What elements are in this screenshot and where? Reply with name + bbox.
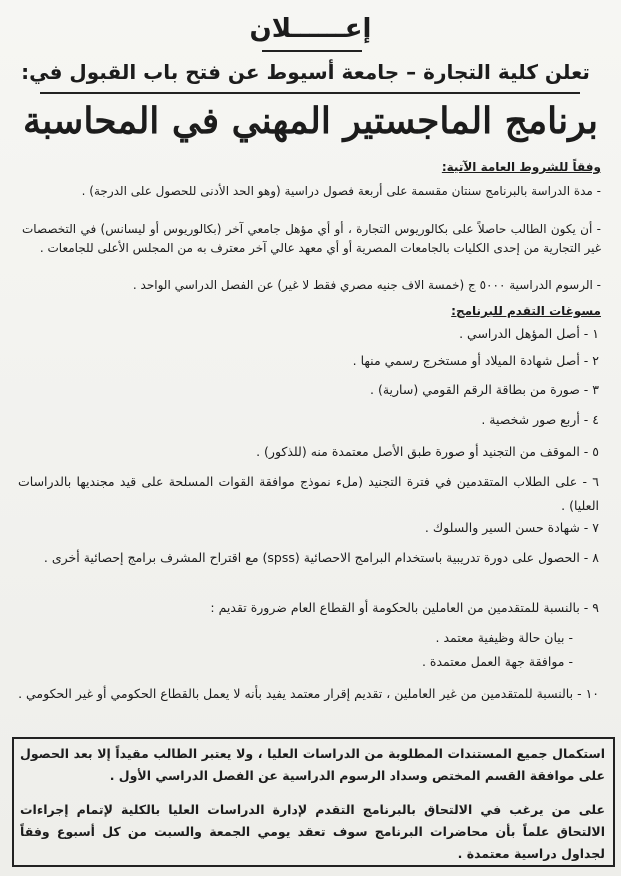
condition-item: - مدة الدراسة بالبرنامج سنتان مقسمة على أربعة فصول دراسية (وهو الحد الأدنى للحصول على الدرجة) . <box>81 184 601 198</box>
title-underline <box>262 50 362 52</box>
document-item: ١٠ - بالنسبة للمتقدمين من غير العاملين ، تقديم إقرار معتمد يفيد بأنه لا يعمل بالقطاع الحكومي أو غير الحكومي . <box>18 686 599 701</box>
document-item: ٩ - بالنسبة للمتقدمين من العاملين بالحكومة أو القطاع العام ضرورة تقديم : <box>210 600 599 615</box>
documents-heading: مسوغات التقدم للبرنامج: <box>451 304 601 318</box>
document-item: ٦ - على الطلاب المتقدمين في فترة التجنيد (ملء نموذج موافقة القوات المسلحة على قيد مجنديها بالدراسات العليا) . <box>18 474 599 513</box>
program-name: برنامج الماجستير المهني في المحاسبة <box>22 100 598 142</box>
document-item: ٤ - أربع صور شخصية . <box>481 412 599 427</box>
condition-item: - الرسوم الدراسية ٥٠٠٠ ج (خمسة الاف جنيه مصري فقط لا غير) عن الفصل الدراسي الواحد . <box>132 278 601 292</box>
document-item: ٢ - أصل شهادة الميلاد أو مستخرج رسمي منها . <box>352 353 599 368</box>
document-item: ٧ - شهادة حسن السير والسلوك . <box>424 520 599 535</box>
document-item: ٨ - الحصول على دورة تدريبية باستخدام البرامج الاحصائية (spss) مع اقتراح المشرف برامج إحصائية أخرى . <box>43 550 599 565</box>
document-item: ١ - أصل المؤهل الدراسي . <box>459 326 599 341</box>
document-item: ٣ - صورة من بطاقة الرقم القومي (سارية) . <box>370 382 599 397</box>
announcement-underline <box>40 92 580 94</box>
notice-paragraph: استكمال جميع المستندات المطلوبة من الدراسات العليا ، ولا يعتبر الطالب مقيداً إلا بعد الحصول على موافقة القسم المختص وسداد الرسوم الدراسية عن الفصل الدراسي الأول . <box>20 746 605 783</box>
announcement-line: تعلن كلية التجارة – جامعة أسيوط عن فتح باب القبول في: <box>21 60 590 84</box>
page-title: إعــــــلان <box>249 14 372 44</box>
notice-paragraph: على من يرغب في الالتحاق بالبرنامج التقدم لإدارة الدراسات العليا بالكلية لإتمام إجراءات الالتحاق علماً بأن محاضرات البرنامج سوف تعقد يومي الجمعة والسبت من كل أسبوع وفقاً لجداول دراسية معتمدة . <box>20 802 605 861</box>
notice-box <box>12 737 615 867</box>
conditions-heading: وفقاً للشروط العامة الآتية: <box>441 160 601 174</box>
document-item: ٥ - الموقف من التجنيد أو صورة طبق الأصل معتمدة منه (للذكور) . <box>256 444 599 459</box>
document-subitem: - موافقة جهة العمل معتمدة . <box>421 654 573 669</box>
condition-item: - أن يكون الطالب حاصلاً على بكالوريوس التجارة ، أو أي مؤهل جامعي آخر (بكالوريوس أو ليسانس) في التخصصات غير التجارية من إحدى الكليات بالجامعات المصرية أو أي معهد عالي آخر معترف به من المجلس الأعلى للجامعات . <box>22 222 601 255</box>
document-subitem: - بيان حالة وظيفية معتمد . <box>435 630 573 645</box>
